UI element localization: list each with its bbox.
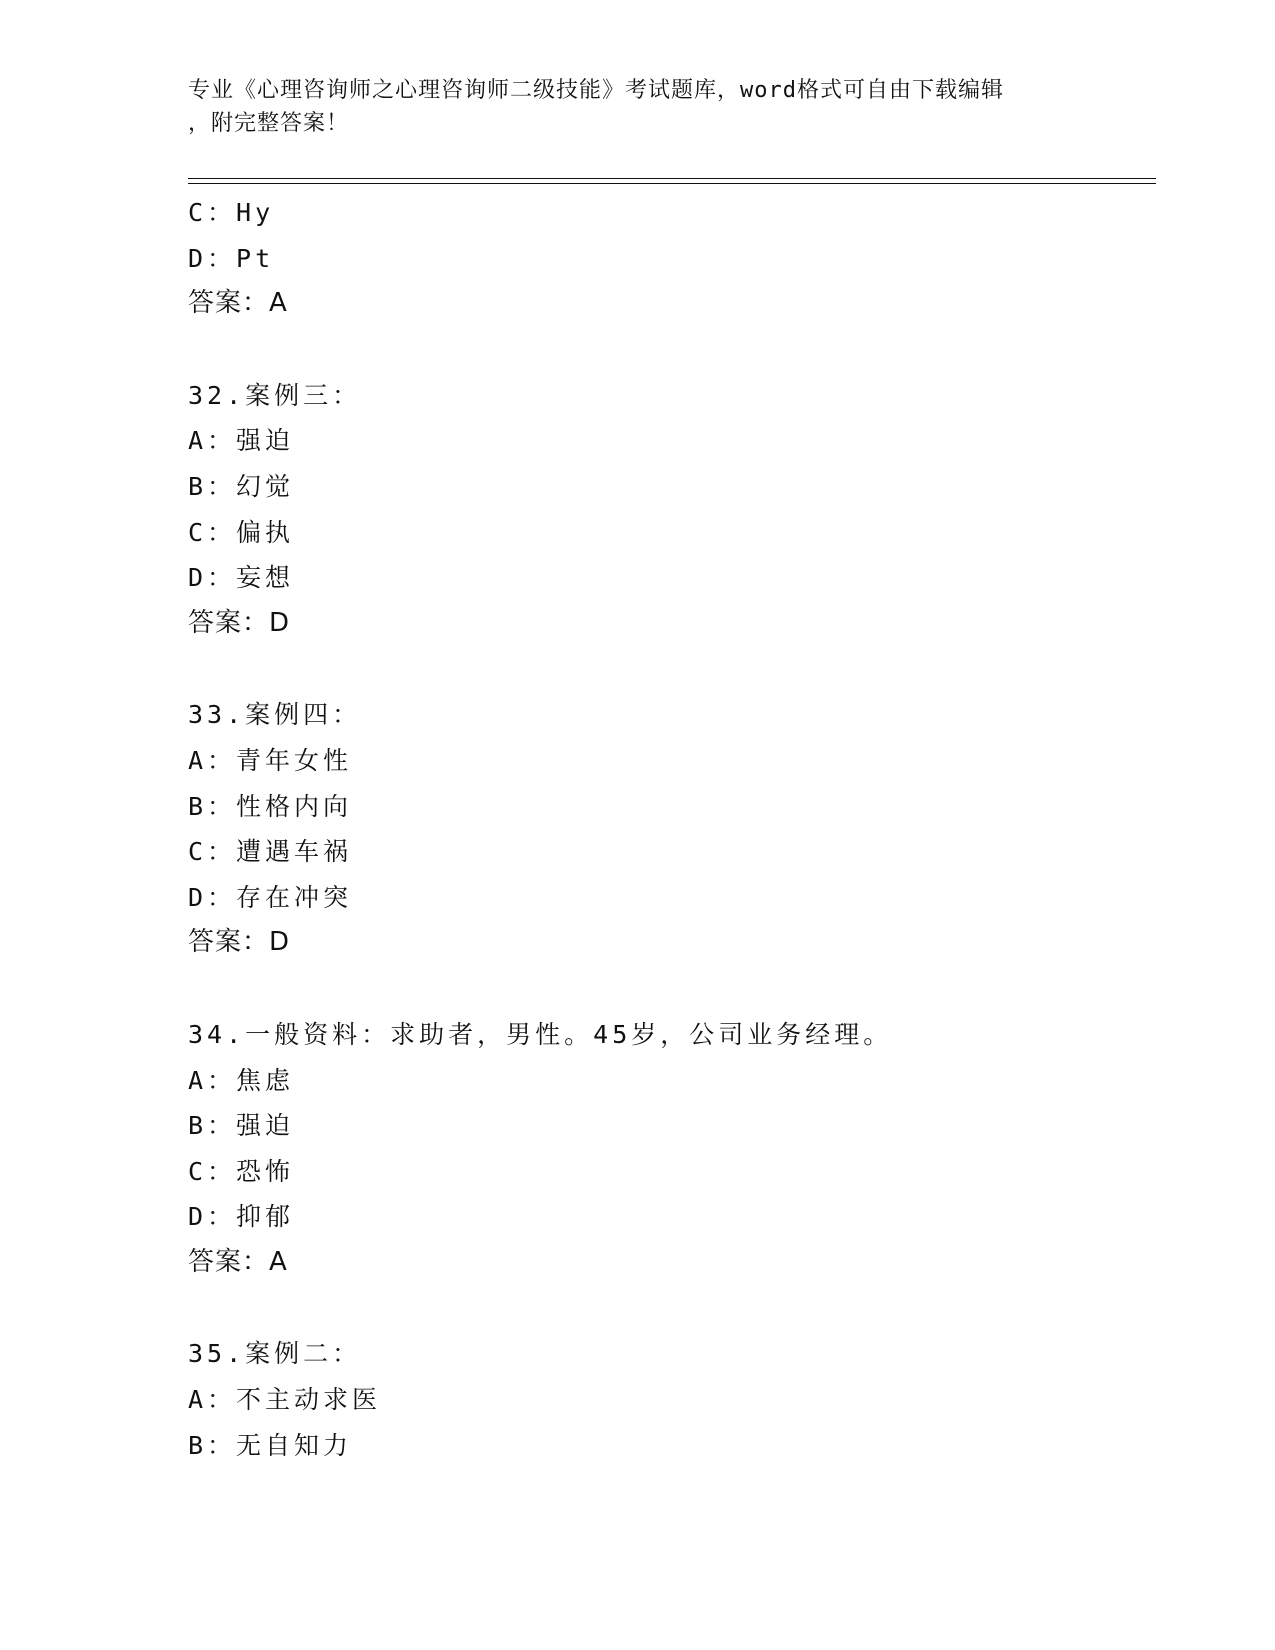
option-b: B：性格内向 (188, 791, 353, 821)
question-block (188, 190, 1156, 327)
answer-line: 答案：D (188, 927, 291, 958)
question-title: 34.一般资料：求助者，男性。45岁，公司业务经理。 (188, 1019, 893, 1049)
question-block (188, 1331, 1156, 1468)
option-c: C：Hy (188, 198, 275, 227)
answer-line: 答案：A (188, 288, 288, 319)
question-block (188, 692, 1156, 966)
option-a: A：青年女性 (188, 745, 353, 775)
answer-line: 答案：D (188, 607, 291, 638)
question-title: 35.案例二： (188, 1339, 362, 1369)
question-title: 32.案例三： (188, 380, 362, 410)
option-c: C：偏执 (188, 517, 295, 547)
header-divider-top (188, 178, 1156, 179)
question-block (188, 373, 1156, 647)
option-c: C：遭遇车祸 (188, 837, 353, 867)
question-title: 33.案例四： (188, 700, 362, 730)
header-line-2: ，附完整答案！ (188, 111, 350, 136)
question-list (188, 190, 1156, 1468)
option-b: B：无自知力 (188, 1430, 353, 1460)
option-a: A：不主动求医 (188, 1385, 382, 1415)
question-block (188, 1012, 1156, 1286)
option-d: D：Pt (188, 243, 275, 273)
header-line-1: 专业《心理咨询师之心理咨询师二级技能》考试题库，word格式可自由下载编辑 (188, 78, 1004, 103)
answer-line: 答案：A (188, 1246, 288, 1277)
option-d: D：妄想 (188, 563, 295, 593)
option-d: D：抑郁 (188, 1202, 295, 1232)
option-d: D：存在冲突 (188, 882, 353, 912)
document-header (188, 74, 1088, 140)
header-divider-bottom (188, 183, 1156, 184)
option-a: A：焦虑 (188, 1065, 295, 1095)
option-b: B：强迫 (188, 1111, 295, 1141)
option-a: A：强迫 (188, 426, 295, 456)
option-b: B：幻觉 (188, 471, 295, 501)
option-c: C：恐怖 (188, 1156, 295, 1186)
